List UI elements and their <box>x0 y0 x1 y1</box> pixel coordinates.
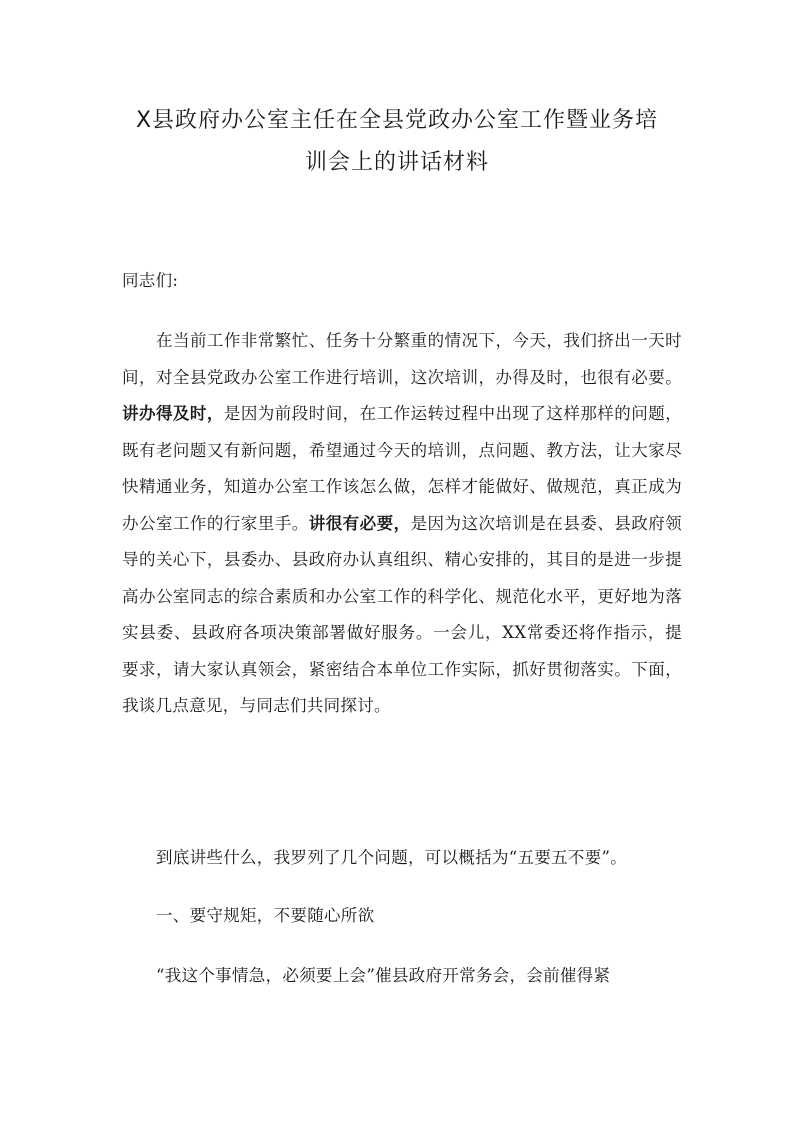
intro-sentence-2: 是因为前段时间，在工作运转过程中出现了这样那样的问题，既有老问题又有新问题，希望通过今天的培训，点问题、教方法，让大家尽快精通业务，知道办公室工作该怎么做，怎样才能做好、做规范，真正成为办公室工作的行家里手。 <box>122 404 682 533</box>
intro-sentence-1: 在当前工作非常繁忙、任务十分繁重的情况下，今天，我们挤出一天时间，对全县党政办公室工作进行培训，这次培训，办得及时，也很有必要。 <box>122 331 682 387</box>
title-line-2: 训会上的讲话材料 <box>304 150 489 175</box>
paragraph-intro <box>122 323 682 725</box>
section-heading-1: 一、要守规矩，不要随心所欲 <box>156 906 375 925</box>
paragraph-section-1-start: “我这个事情急，必须要上会”催县政府开常务会，会前催得紧 <box>156 966 611 985</box>
title-line-1: X县政府办公室主任在全县党政办公室工作暨业务培 <box>135 108 659 133</box>
salutation: 同志们: <box>122 271 179 290</box>
paragraph-outline: 到底讲些什么，我罗列了几个问题，可以概括为“五要五不要”。 <box>156 848 628 867</box>
emphasis-timely: 讲办得及时， <box>122 404 224 423</box>
document-title <box>110 100 684 184</box>
emphasis-necessary: 讲很有必要， <box>308 513 411 533</box>
intro-sentence-3: 是因为这次培训是在县委、县政府领导的关心下，县委办、县政府办认真组织、精心安排的，其目的是进一步提高办公室同志的综合素质和办公室工作的科学化、规范化水平，更好地为落实县委、县政府各项决策部署做好服务。一会儿，XX常委还将作指示，提要求，请大家认真领会，紧密结合本单位工作实际，抓好贯彻落实。下面，我谈几点意见，与同志们共同探讨。 <box>122 513 682 715</box>
